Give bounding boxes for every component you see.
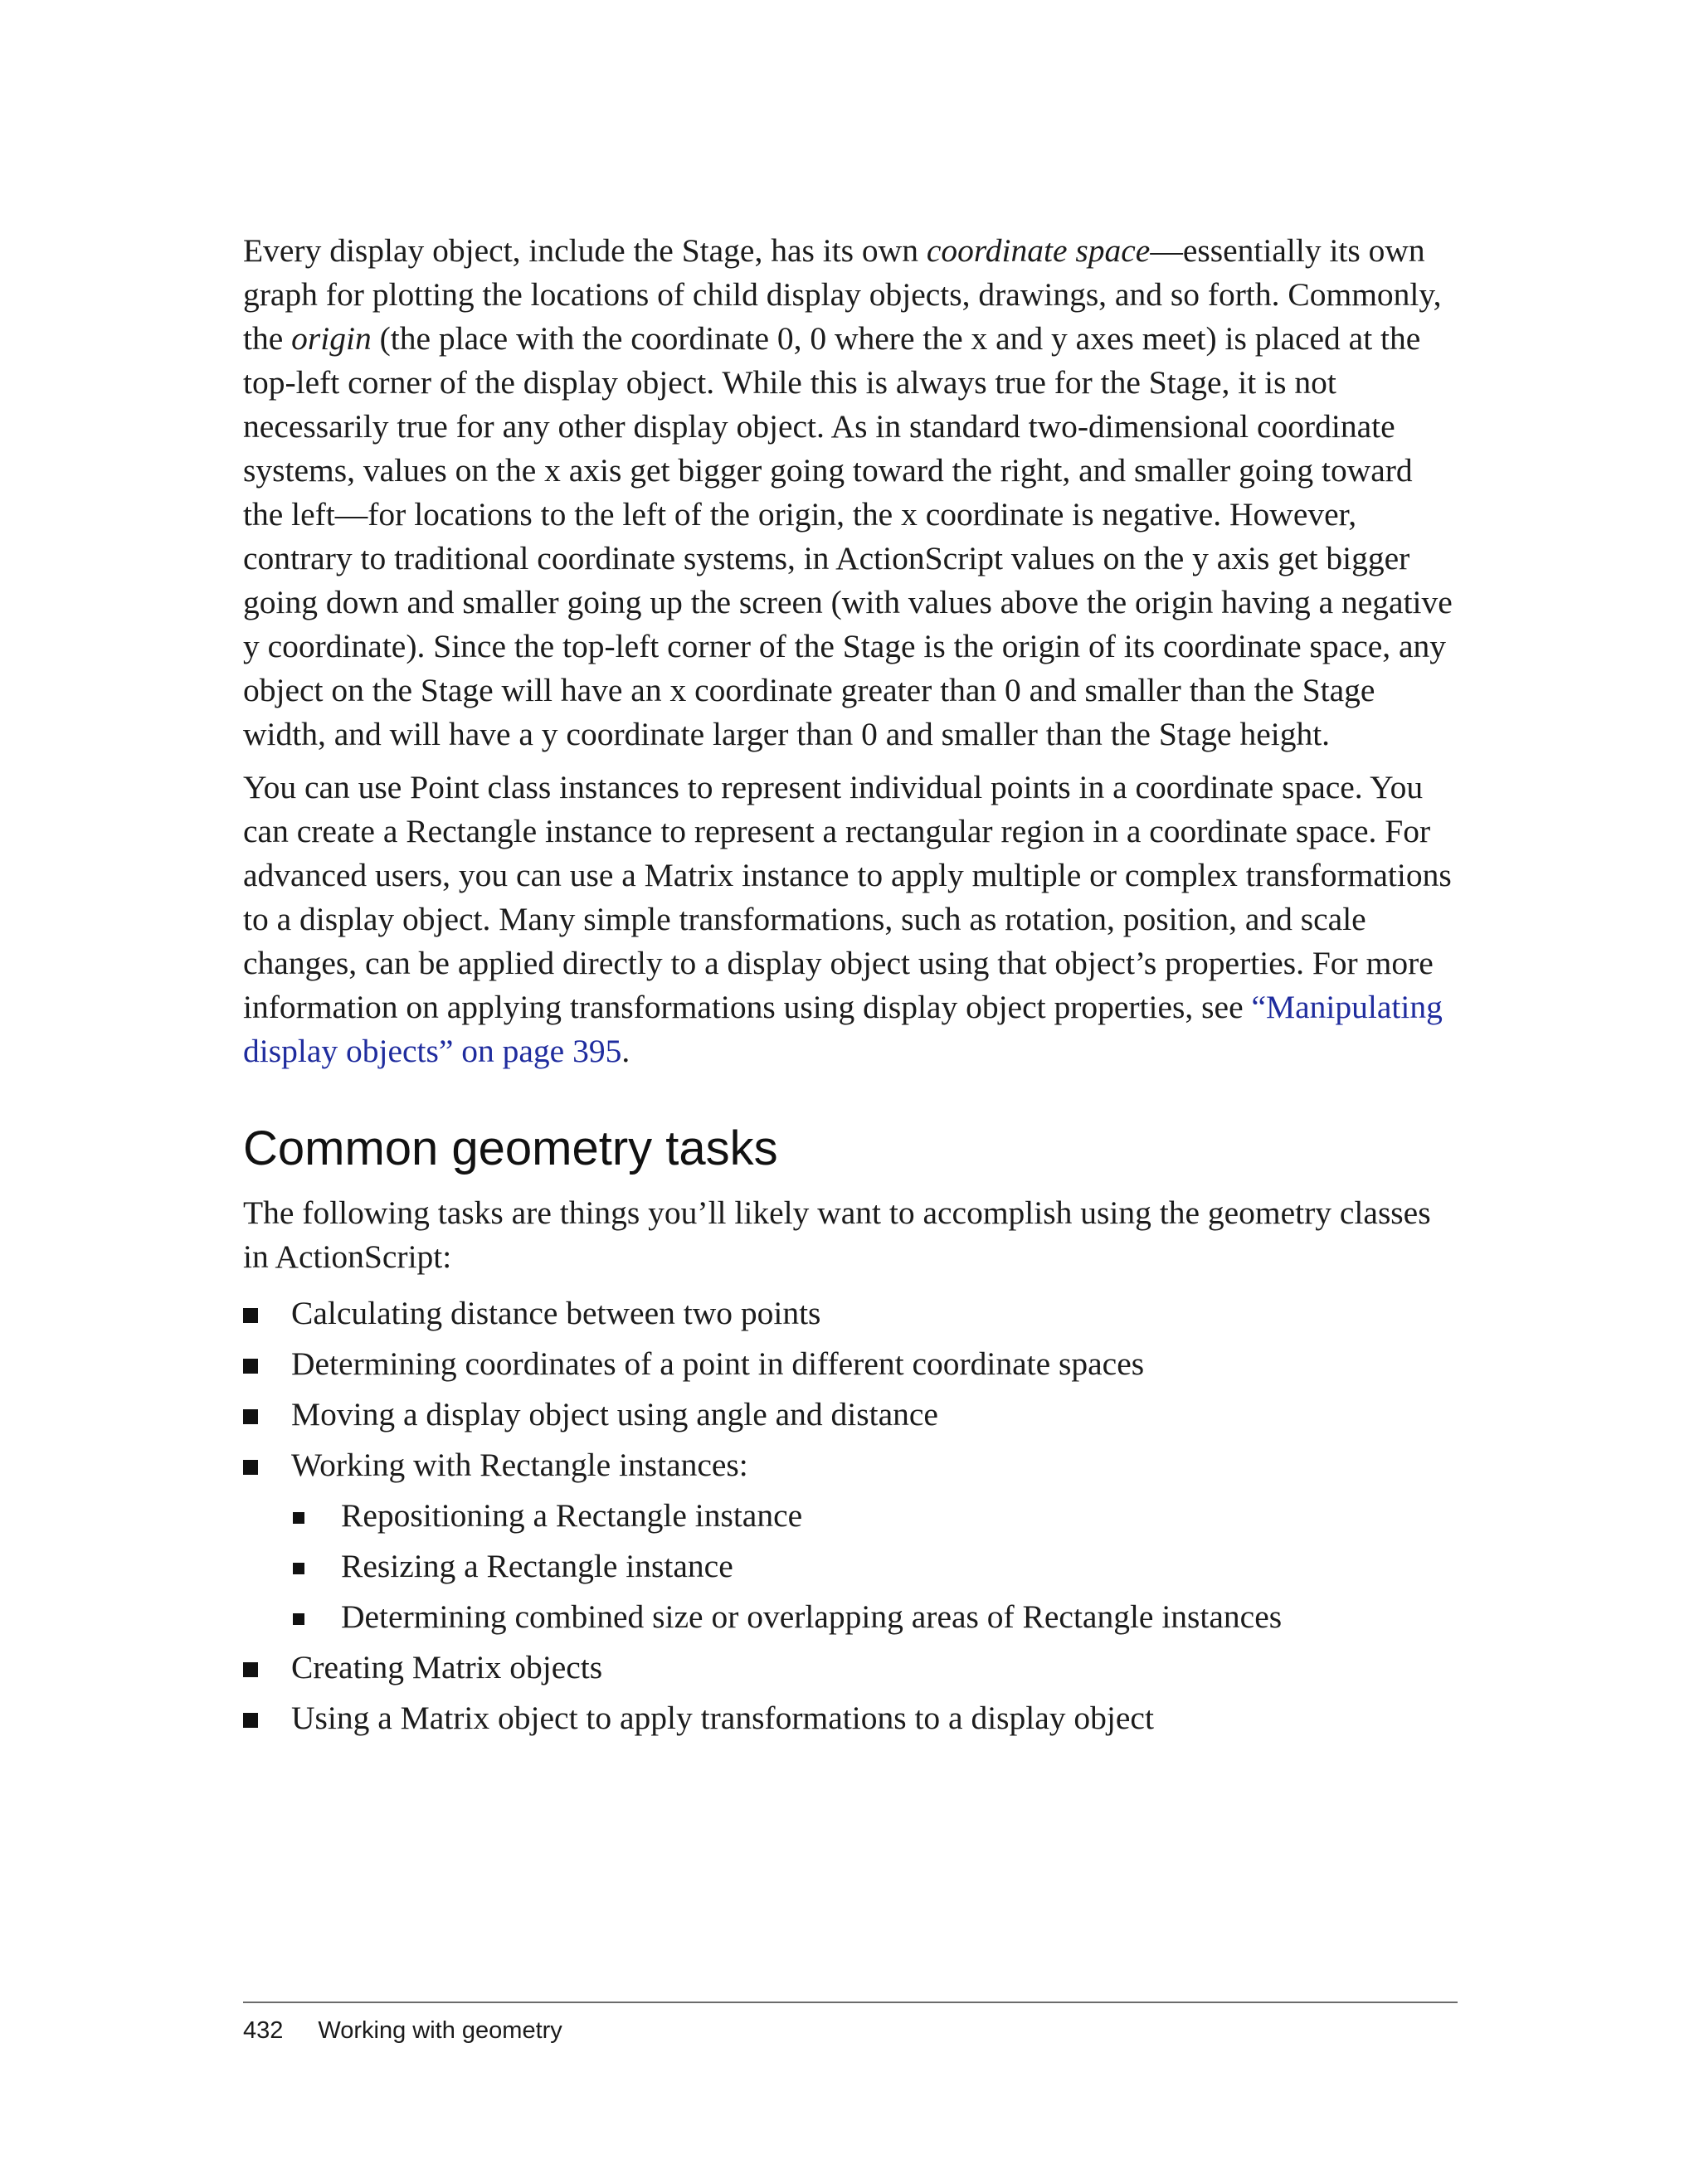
list-item xyxy=(243,1288,1458,1339)
task-list xyxy=(243,1288,1458,1744)
sub-list-item xyxy=(243,1592,1458,1642)
list-item xyxy=(243,1440,1458,1491)
intro-paragraph-part3: (the place with the coordinate 0, 0 where the x and y axes meet) is placed at the top-left corner of the display object. While this is always true for the Stage, it is not necessarily true for any other display object. As in standard two-dimensional coordinate systems, values on the x axis get bigger going toward the right, and smaller going toward the left—for locations to the left of the origin, the x coordinate is negative. However, contrary to traditional coordinate systems, in ActionScript values on the y axis get bigger going down and smaller going up the screen (with values above the origin having a negative y coordinate). Since the top-left corner of the Stage is the origin of its coordinate space, any object on the Stage will have an x coordinate greater than 0 and smaller than the Stage width, and will have a y coordinate larger than 0 and smaller than the Stage height. xyxy=(243,320,1453,752)
intro-paragraph-part2: —essentially its own graph for plotting the locations of child display objects, drawings, and so forth. Commonly, the xyxy=(243,232,1442,357)
list-item-text: Working with Rectangle instances: xyxy=(291,1447,748,1483)
list-item-text: Determining combined size or overlapping areas of Rectangle instances xyxy=(341,1598,1283,1635)
square-bullet-icon xyxy=(243,1359,258,1374)
term-coordinate-space: coordinate space xyxy=(926,232,1151,269)
list-item xyxy=(243,1693,1458,1744)
list-item-text: Resizing a Rectangle instance xyxy=(341,1548,733,1584)
classes-paragraph-text: You can use Point class instances to represent individual points in a coordinate space. You can create a Rectangle instance to represent a rectangular region in a coordinate space. For advanced users, you can use a Matrix instance to apply multiple or complex transformations to a display object. Many simple transformations, such as rotation, position, and scale changes, can be applied directly to a display object using that object’s properties. For more information on applying transformations using display object properties, see xyxy=(243,769,1452,1025)
square-bullet-icon xyxy=(293,1613,304,1625)
square-bullet-icon xyxy=(243,1460,258,1475)
intro-paragraph xyxy=(243,229,1458,756)
page-number: 432 xyxy=(243,2017,284,2044)
manipulating-display-objects-link[interactable]: “Manipulating display objects” on page 395 xyxy=(243,989,1443,1069)
square-bullet-icon xyxy=(243,1662,258,1677)
term-origin: origin xyxy=(291,320,372,357)
sub-list-item xyxy=(243,1541,1458,1592)
square-bullet-icon xyxy=(243,1713,258,1728)
chapter-title: Working with geometry xyxy=(318,2017,562,2044)
square-bullet-icon xyxy=(243,1409,258,1424)
square-bullet-icon xyxy=(243,1308,258,1323)
intro-paragraph-part1: Every display object, include the Stage, has its own xyxy=(243,232,927,269)
classes-paragraph-end: . xyxy=(621,1033,630,1069)
sub-list-item xyxy=(243,1491,1458,1541)
list-item-text: Calculating distance between two points xyxy=(291,1295,821,1331)
list-item-text: Determining coordinates of a point in different coordinate spaces xyxy=(291,1345,1145,1382)
list-item-text: Creating Matrix objects xyxy=(291,1649,603,1685)
list-item-text: Moving a display object using angle and distance xyxy=(291,1396,938,1432)
list-item-text: Using a Matrix object to apply transformations to a display object xyxy=(291,1700,1154,1736)
section-intro: The following tasks are things you’ll likely want to accomplish using the geometry classes in ActionScript: xyxy=(243,1194,1431,1275)
list-item xyxy=(243,1642,1458,1693)
footer-divider xyxy=(243,2002,1458,2003)
list-item xyxy=(243,1389,1458,1440)
square-bullet-icon xyxy=(293,1563,304,1574)
page-body xyxy=(243,229,1458,1744)
list-item xyxy=(243,1339,1458,1389)
square-bullet-icon xyxy=(293,1512,304,1524)
list-item-text: Repositioning a Rectangle instance xyxy=(341,1497,803,1534)
section-heading: Common geometry tasks xyxy=(243,1121,778,1175)
classes-paragraph xyxy=(243,766,1458,1073)
page-footer xyxy=(243,2016,562,2045)
